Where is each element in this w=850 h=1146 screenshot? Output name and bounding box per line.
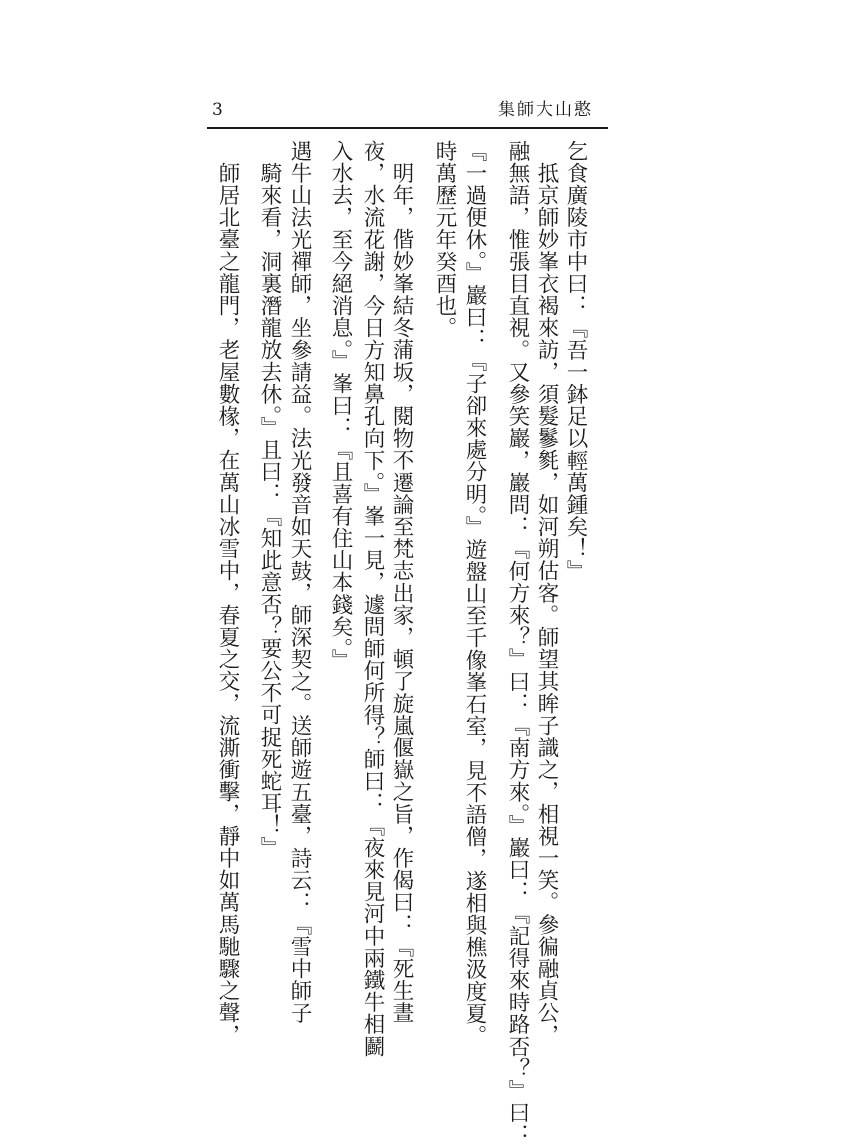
page-number: 3: [212, 100, 223, 120]
text-column: 師居北臺之龍門，老屋數椽，在萬山冰雪中，春夏之交，流澌衝擊，靜中如萬馬馳驟之聲，: [215, 162, 240, 1046]
text-column: 『一過便休。』巖曰：『子卻來處分明。』遊盤山至千像峯石室，見不語僧，遂相與樵汲度夏。: [462, 140, 487, 1047]
text-column: 乞食廣陵市中曰：『吾一鉢足以輕萬鍾矣！』: [563, 140, 588, 582]
text-column: 明年，偕妙峯結冬蒲坂，閱物不遷論至梵志出家，頓了旋嵐偃嶽之旨，作偈曰：『死生晝: [389, 162, 414, 1024]
text-column: 夜，水流花謝，今日方知鼻孔向下。』峯一見，遽問師何所得？師曰：『夜來見河中兩鐵牛相鬬: [360, 140, 385, 1058]
book-title: 憨山大師集: [498, 100, 593, 120]
text-column: 融無語，惟張目直視。又參笑巖，巖問：『何方來？』曰：『南方來。』巖曰：『記得來時路否？』曰：: [505, 140, 530, 1146]
text-column: 遇牛山法光禪師，坐參請益。法光發音如天鼓，師深契之。送師遊五臺，詩云：『雪中師子: [287, 140, 312, 1024]
text-column: 入水去，至今絕消息。』峯曰：『且喜有住山本錢矣。』: [328, 140, 353, 671]
text-column: 騎來看，洞裏潛龍放去休。』且曰：『知此意否？要公不可捉死蛇耳！』: [257, 162, 282, 859]
text-column: 時萬歷元年癸酉也。: [432, 140, 457, 339]
text-column: 抵京師妙峯衣褐來訪，須髮鬖毿，如河朔估客。師望其眸子識之，相視一笑。參徧融貞公，: [534, 162, 559, 1046]
header-rule: [207, 127, 608, 129]
